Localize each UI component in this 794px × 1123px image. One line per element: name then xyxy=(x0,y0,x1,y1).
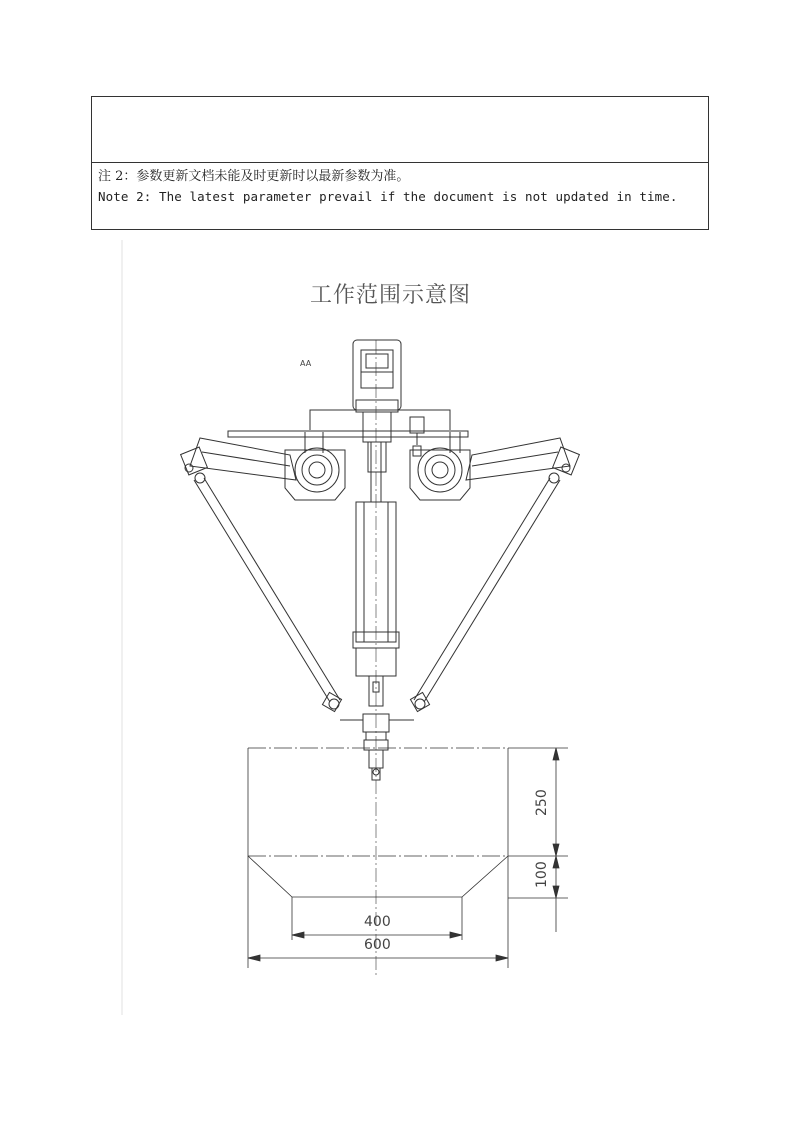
note-chinese-text: 注 2：参数更新文档未能及时更新时以最新参数为准。 xyxy=(98,169,410,184)
left-drive-housing xyxy=(285,448,345,500)
left-forearm xyxy=(194,473,342,712)
dimension-100: 100 xyxy=(534,861,550,888)
section-label: AA xyxy=(300,359,312,368)
end-effector xyxy=(340,714,414,780)
right-forearm xyxy=(410,473,560,712)
diagram-title: 工作范围示意图 xyxy=(310,283,472,308)
base-frame xyxy=(228,410,468,472)
right-upper-arm xyxy=(466,438,579,480)
dimension-600: 600 xyxy=(364,937,391,953)
note-table xyxy=(91,96,709,230)
workspace-diagram xyxy=(120,240,680,1020)
dimension-lines xyxy=(248,748,568,961)
robot-drawing xyxy=(120,240,680,1020)
note-table-empty-row xyxy=(92,97,708,163)
dimension-400: 400 xyxy=(364,914,391,930)
note-english-text: Note 2: The latest parameter prevail if the document is not updated in time. xyxy=(98,189,678,204)
note-table-note-row xyxy=(92,163,708,207)
dimension-250: 250 xyxy=(534,789,550,816)
top-motor xyxy=(353,340,401,412)
